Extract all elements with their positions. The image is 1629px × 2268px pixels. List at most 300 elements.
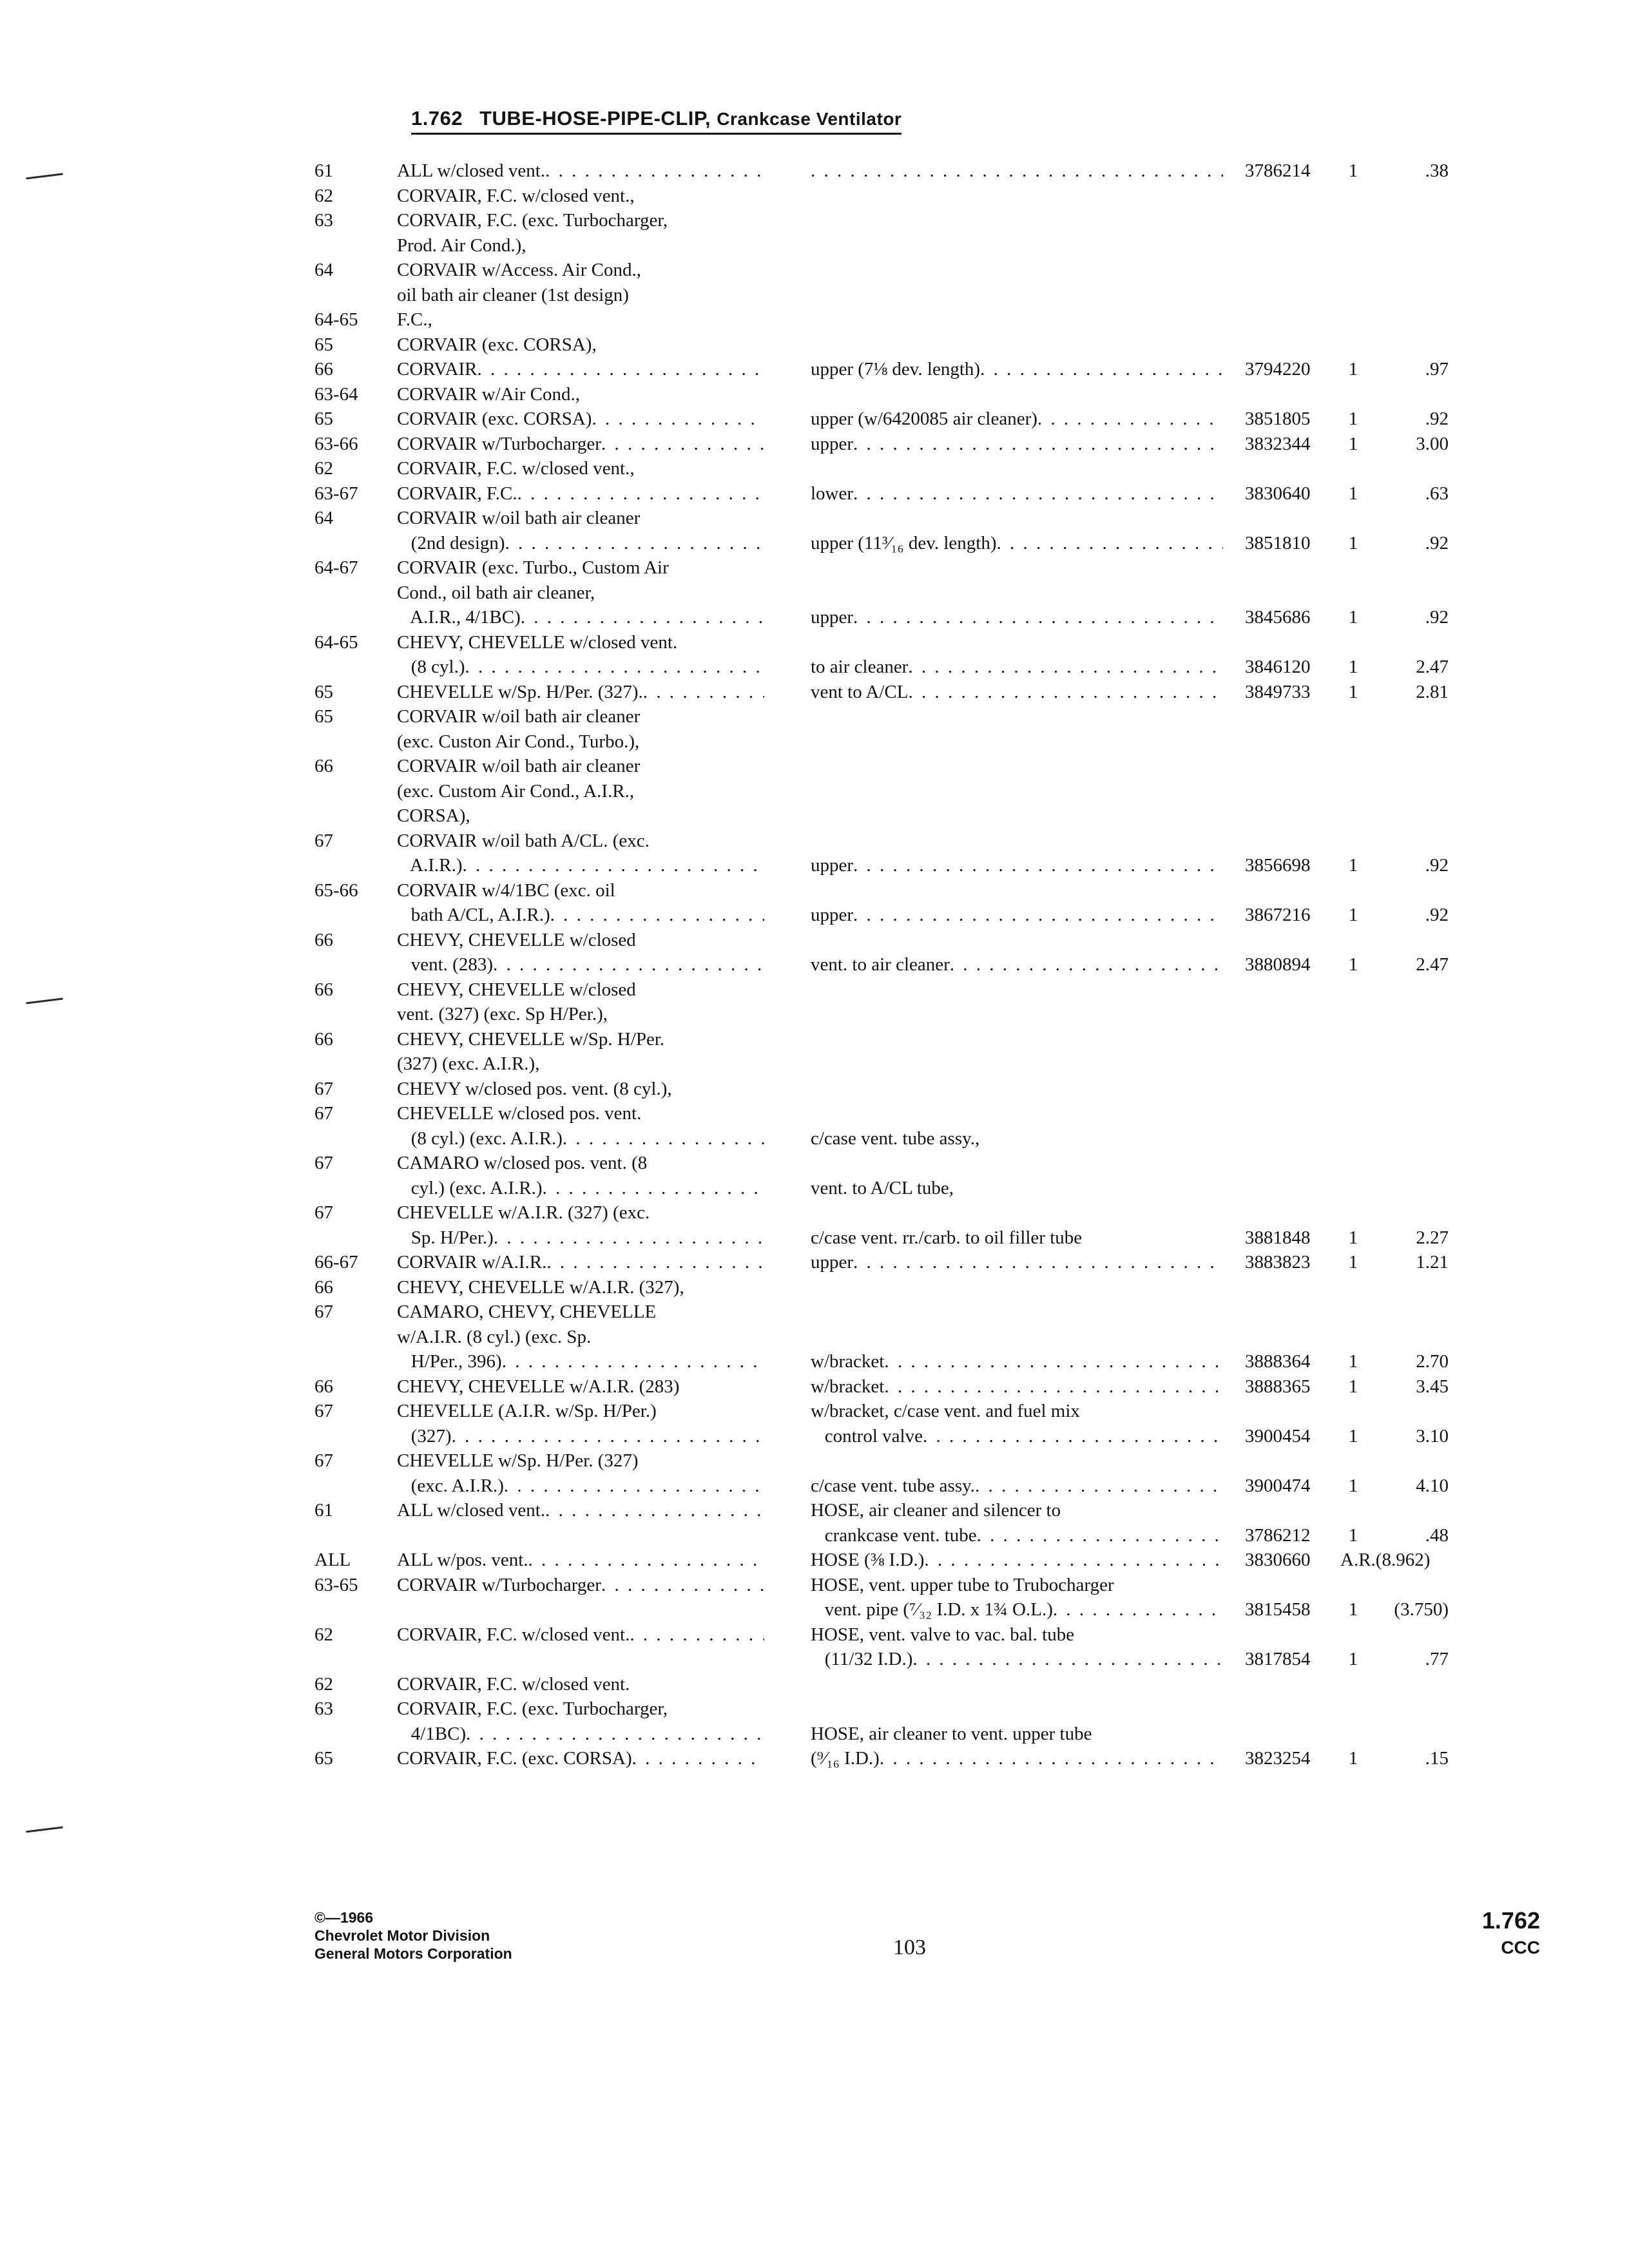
price: .92 [1425,855,1449,876]
margin-mark [26,1826,63,1832]
catalog-row [0,803,1629,829]
catalog-row [0,1200,1629,1225]
dot-leader [592,407,764,432]
catalog-row [0,1474,1629,1499]
catalog-row [0,1374,1629,1399]
part-description [811,655,1223,680]
part-number: 3851805 [1245,408,1311,429]
model-application: CORVAIR, F.C. (exc. Turbocharger, [397,1698,668,1719]
page-number: 103 [893,1936,926,1959]
model-application: CAMARO w/closed pos. vent. (8 [397,1153,648,1173]
model-year: 64-67 [314,557,358,578]
model-application: CORVAIR, F.C. w/closed vent. [397,1673,630,1695]
model-year: 66 [314,979,333,1000]
model-year: 65 [314,1748,333,1769]
model-year: ALL [314,1550,351,1570]
catalog-row [0,1672,1629,1697]
dot-leader [923,1424,1223,1449]
catalog-row [0,531,1629,556]
part-description [811,407,1223,432]
model-application: CORVAIR w/oil bath air cleaner [397,756,641,776]
part-description-text: upper (w/6420085 air cleaner) [811,408,1037,429]
part-number: 3786212 [1245,1524,1311,1546]
part-description [811,531,1223,556]
catalog-row [0,1448,1629,1474]
catalog-row [0,1746,1629,1771]
catalog-row [0,928,1629,953]
catalog-row [0,357,1629,382]
dot-leader [545,1498,764,1523]
catalog-row [0,332,1629,358]
model-application: CORVAIR, F.C. w/closed vent., [397,185,635,206]
catalog-row [0,853,1629,878]
model-application [397,952,764,977]
part-description-text: vent. to air cleaner [811,954,950,975]
dot-leader [601,432,764,457]
model-year: 66 [314,1276,333,1298]
part-description-text: upper [811,1252,854,1273]
dot-leader [977,1523,1223,1548]
part-description [811,481,1223,506]
dot-leader [950,952,1223,977]
model-application: CORVAIR w/Access. Air Cond., [397,260,641,280]
quantity: 1 [1348,1351,1358,1372]
catalog-row [0,729,1629,754]
part-description [811,952,1223,977]
model-application: CHEVY, CHEVELLE w/Sp. H/Per. [397,1028,665,1050]
price: .15 [1425,1748,1449,1769]
catalog-row [0,605,1629,630]
model-year: 67 [314,1202,333,1223]
price: 2.81 [1416,681,1449,702]
catalog-row [0,1126,1629,1151]
catalog-row [0,159,1629,184]
model-application: vent. (327) (exc. Sp H/Per.), [397,1004,608,1024]
model-application: CORVAIR w/Air Cond., [397,383,580,405]
part-description [811,1349,1223,1374]
model-year: 62 [314,458,333,479]
quantity: 1 [1348,1227,1358,1248]
model-application [397,1225,764,1251]
model-application: CORVAIR (exc. CORSA), [397,334,597,355]
catalog-row [0,779,1629,804]
quantity: 1 [1348,483,1358,504]
corporation-line: General Motors Corporation [314,1945,512,1962]
model-application [397,1746,764,1771]
model-application [397,407,764,432]
dot-leader [502,1349,764,1374]
model-application [397,481,764,506]
price: .48 [1425,1524,1449,1546]
dot-leader [550,903,764,928]
dot-leader [853,1250,1223,1275]
model-application: (327) (exc. A.I.R.), [397,1053,540,1074]
catalog-row [0,1597,1629,1622]
model-application-text: ALL w/pos. vent. [397,1550,528,1570]
dot-leader [528,1548,764,1573]
dot-leader [546,1250,764,1275]
quantity: 1 [1348,657,1358,677]
model-application-text: H/Per., 396) [397,1351,502,1372]
part-number: 3888365 [1245,1376,1311,1397]
model-application [397,1176,764,1201]
catalog-row [0,1052,1629,1077]
dot-leader [452,1424,764,1449]
part-description-text: vent to A/CL [811,681,909,702]
quantity: 1 [1348,160,1358,181]
model-application: CHEVY, CHEVELLE w/closed [397,929,636,950]
dot-leader [853,903,1223,928]
model-application-text: cyl.) (exc. A.I.R.) [397,1177,543,1198]
catalog-row [0,1349,1629,1374]
catalog-row [0,1300,1629,1325]
quantity: 1 [1348,1252,1358,1273]
catalog-row [0,630,1629,655]
model-application [397,1474,764,1499]
part-number: 3830640 [1245,483,1311,504]
part-description [811,1647,1223,1672]
part-description-text: w/bracket [811,1351,885,1372]
dot-leader [563,1126,764,1151]
price: .97 [1425,359,1449,380]
model-application: CORVAIR w/4/1BC (exc. oil [397,879,615,901]
part-description-text: upper (7⅛ dev. length) [811,359,981,380]
model-application [397,159,764,184]
model-application-text: (8 cyl.) (exc. A.I.R.) [397,1128,563,1149]
part-description-text: upper (11³⁄₁₆ dev. length) [811,532,997,553]
model-year: 67 [314,830,333,851]
dot-leader [912,1647,1223,1672]
model-application [397,531,764,556]
dot-leader [908,680,1223,705]
model-year: 65-66 [314,879,358,901]
catalog-row [0,233,1629,258]
model-application-text: CORVAIR w/Turbocharger [397,1574,601,1595]
model-application: CHEVY w/closed pos. vent. (8 cyl.), [397,1078,672,1099]
model-application: CHEVY, CHEVELLE w/closed vent. [397,631,678,653]
dot-leader [545,159,764,184]
model-application: Prod. Air Cond.), [397,235,526,256]
model-application [397,853,764,878]
model-application: CORVAIR w/oil bath A/CL. (exc. [397,830,650,851]
model-year: 63-65 [314,1574,358,1595]
model-application-text: CORVAIR w/A.I.R. [397,1252,547,1273]
part-description-text: to air cleaner [811,657,909,677]
dot-leader [465,655,765,680]
part-number: 3817854 [1245,1649,1311,1669]
model-application-text: bath A/CL, A.I.R.) [397,905,550,925]
catalog-row [0,456,1629,481]
part-number: 3849733 [1245,681,1311,702]
dot-leader [504,1474,764,1499]
model-year: 66 [314,756,333,776]
part-description [811,357,1223,382]
part-number: 3815458 [1245,1599,1311,1620]
model-application-text: (exc. A.I.R.) [397,1475,504,1496]
model-application: CHEVY, CHEVELLE w/A.I.R. (327), [397,1276,684,1298]
model-year: 63-66 [314,433,358,454]
part-number: 3888364 [1245,1351,1311,1372]
reference-block [1443,1906,1540,1960]
catalog-row [0,1101,1629,1126]
model-year: 62 [314,1624,333,1645]
part-description [811,605,1223,630]
part-description: HOSE, air cleaner to vent. upper tube [811,1723,1092,1744]
part-description-text: crankcase vent. tube [811,1524,977,1546]
model-year: 67 [314,1103,333,1124]
model-year: 66 [314,1376,333,1397]
model-application-text: (2nd design) [397,532,505,553]
quantity: 1 [1348,607,1358,628]
dot-leader [884,1374,1223,1399]
publisher-block [314,1908,512,1963]
model-application [397,1349,764,1374]
part-number: 3830660 [1245,1550,1311,1570]
part-description [811,1250,1223,1275]
price: .92 [1425,408,1449,429]
catalog-row [0,506,1629,531]
part-number: 3900474 [1245,1475,1311,1496]
dot-leader [811,159,1223,184]
quantity: 1 [1348,1599,1358,1620]
model-application: (exc. Custon Air Cond., Turbo.), [397,731,640,752]
part-number: 3881848 [1245,1227,1311,1248]
catalog-row [0,555,1629,581]
part-description-text: upper [811,607,854,628]
part-description: c/case vent. rr./carb. to oil filler tube [811,1227,1083,1248]
catalog-row [0,1275,1629,1300]
model-application [397,605,764,630]
model-year: 64-65 [314,631,358,653]
part-description-text: lower [811,483,854,504]
catalog-row [0,1027,1629,1052]
quantity: 1 [1348,408,1358,429]
part-description-text: HOSE (⅜ I.D.) [811,1550,925,1570]
model-application: CHEVY, CHEVELLE w/closed [397,979,636,1000]
part-description: HOSE, vent. valve to vac. bal. tube [811,1624,1075,1645]
quantity: 1 [1348,532,1358,553]
model-application-text: CHEVELLE w/Sp. H/Per. (327). [397,681,643,702]
dot-leader [1053,1597,1223,1622]
dot-leader [924,1548,1223,1573]
model-application-text: ALL w/closed vent. [397,1500,546,1521]
price: .92 [1425,532,1449,553]
model-application: CAMARO, CHEVY, CHEVELLE [397,1302,657,1322]
reference-code: CCC [1501,1937,1540,1957]
model-year: 66-67 [314,1252,358,1273]
catalog-row [0,1077,1629,1102]
dot-leader [880,1746,1223,1771]
quantity: 1 [1348,905,1358,925]
part-description: vent. to A/CL tube, [811,1177,954,1198]
dot-leader [643,680,764,705]
quantity: 1 [1348,681,1358,702]
model-application: oil bath air cleaner (1st design) [397,284,629,305]
model-year: 65 [314,408,333,429]
dot-leader [601,1573,764,1598]
catalog-row [0,903,1629,928]
dot-leader [908,655,1223,680]
part-description-text: vent. pipe (⁷⁄₃₂ I.D. x 1¾ O.L.) [811,1599,1053,1620]
model-application-text: Sp. H/Per.) [397,1227,494,1248]
part-description [811,1374,1223,1399]
part-number: 3867216 [1245,905,1311,925]
heading-number: 1.762 [411,107,463,130]
part-number: 3823254 [1245,1748,1311,1769]
part-description-text: upper [811,433,854,454]
quantity: 1 [1348,1649,1358,1669]
catalog-row [0,1325,1629,1350]
model-application [397,655,764,680]
price: .63 [1425,483,1449,504]
price: 3.10 [1416,1425,1449,1446]
model-application [397,432,764,457]
model-application-text: CORVAIR, F.C. w/closed vent. [397,1624,630,1645]
model-application: CORVAIR, F.C. (exc. Turbocharger, [397,210,668,231]
part-description: c/case vent. tube assy., [811,1128,980,1149]
catalog-row [0,1151,1629,1176]
part-number: 3832344 [1245,433,1311,454]
catalog-row [0,1696,1629,1722]
catalog-row [0,1622,1629,1648]
dot-leader [493,952,764,977]
model-year: 67 [314,1153,333,1173]
model-application: CHEVELLE (A.I.R. w/Sp. H/Per.) [397,1401,657,1421]
dot-leader [853,432,1223,457]
catalog-row [0,878,1629,903]
model-application-text: A.I.R.) [397,855,463,876]
quantity: 1 [1348,433,1358,454]
catalog-row [0,655,1629,680]
catalog-row [0,382,1629,407]
dot-leader [632,1746,764,1771]
part-description [811,159,1223,184]
dot-leader [975,1474,1223,1499]
heading-subtitle: Crankcase Ventilator [717,109,902,129]
model-application: CORSA), [397,805,470,826]
quantity: 1 [1348,855,1358,876]
catalog-row [0,1424,1629,1449]
heading-title: TUBE-HOSE-PIPE-CLIP, [479,107,711,130]
model-application: (exc. Custom Air Cond., A.I.R., [397,780,635,802]
model-application: CORVAIR, F.C. w/closed vent., [397,458,635,479]
catalog-row [0,1498,1629,1523]
model-application: CHEVELLE w/closed pos. vent. [397,1103,642,1124]
catalog-row [0,829,1629,854]
price: (3.750) [1394,1599,1449,1620]
quantity: 1 [1348,1475,1358,1496]
dot-leader [853,853,1223,878]
part-description-text: c/case vent. tube assy. [811,1475,975,1496]
model-application: F.C., [397,309,432,330]
part-description [811,432,1223,457]
quantity: 1 [1348,1425,1358,1446]
model-year: 65 [314,706,333,727]
model-application-text: CORVAIR (exc. CORSA) [397,408,592,429]
part-description [811,680,1223,705]
model-year: 63 [314,210,333,231]
part-description-text: upper [811,855,854,876]
model-year: 66 [314,929,333,950]
catalog-row [0,1002,1629,1027]
part-description-text: control valve [811,1425,923,1446]
catalog-row [0,1647,1629,1672]
price: 2.47 [1416,954,1449,975]
dot-leader [505,531,764,556]
model-application-text: A.I.R., 4/1BC) [397,607,521,628]
model-application [397,680,764,705]
part-description-text: upper [811,905,854,925]
model-year: 65 [314,681,333,702]
model-application: w/A.I.R. (8 cyl.) (exc. Sp. [397,1326,592,1347]
dot-leader [884,1349,1223,1374]
dot-leader [853,481,1223,506]
part-number: 3856698 [1245,855,1311,876]
dot-leader [630,1622,764,1648]
part-description [811,903,1223,928]
price: 1.21 [1416,1252,1449,1273]
catalog-row [0,704,1629,729]
model-application-text: CORVAIR, F.C. [397,483,517,504]
dot-leader [466,1722,764,1747]
model-application: CHEVELLE w/Sp. H/Per. (327) [397,1450,639,1471]
part-number: 3883823 [1245,1252,1311,1273]
part-description [811,853,1223,878]
catalog-row [0,977,1629,1003]
model-year: 66 [314,1028,333,1050]
dot-leader [980,357,1223,382]
model-application [397,357,764,382]
model-application: CHEVY, CHEVELLE w/A.I.R. (283) [397,1376,680,1397]
part-number: 3786214 [1245,160,1311,181]
model-year: 62 [314,1673,333,1695]
price: 2.70 [1416,1351,1449,1372]
catalog-row [0,1573,1629,1598]
parts-list [0,159,1629,1771]
part-number: 3845686 [1245,607,1311,628]
quantity: 1 [1348,954,1358,975]
model-application [397,1498,764,1523]
catalog-row [0,1722,1629,1747]
model-application-text: CORVAIR, F.C. (exc. CORSA) [397,1748,632,1769]
quantity: 1 [1348,359,1358,380]
catalog-row [0,184,1629,209]
part-description: HOSE, air cleaner and silencer to [811,1500,1061,1521]
part-number: 3851810 [1245,532,1311,553]
part-description [811,1474,1223,1499]
dot-leader [853,605,1223,630]
model-year: 61 [314,160,333,181]
price: 2.47 [1416,657,1449,677]
catalog-row [0,1548,1629,1573]
model-year: 64 [314,260,333,280]
catalog-row [0,581,1629,606]
model-year: 67 [314,1302,333,1322]
catalog-row [0,1250,1629,1275]
quantity: 1 [1348,1376,1358,1397]
model-application-text: CORVAIR [397,359,477,380]
quantity: 1 [1348,1748,1358,1769]
model-year: 63-64 [314,383,358,405]
model-application: Cond., oil bath air cleaner, [397,582,595,603]
model-year: 63 [314,1698,333,1719]
model-application-text: CORVAIR w/Turbocharger [397,433,601,454]
dot-leader [463,853,765,878]
catalog-row [0,307,1629,332]
model-application: CORVAIR w/oil bath air cleaner [397,508,641,528]
part-description [811,1597,1223,1622]
model-year: 66 [314,359,333,380]
